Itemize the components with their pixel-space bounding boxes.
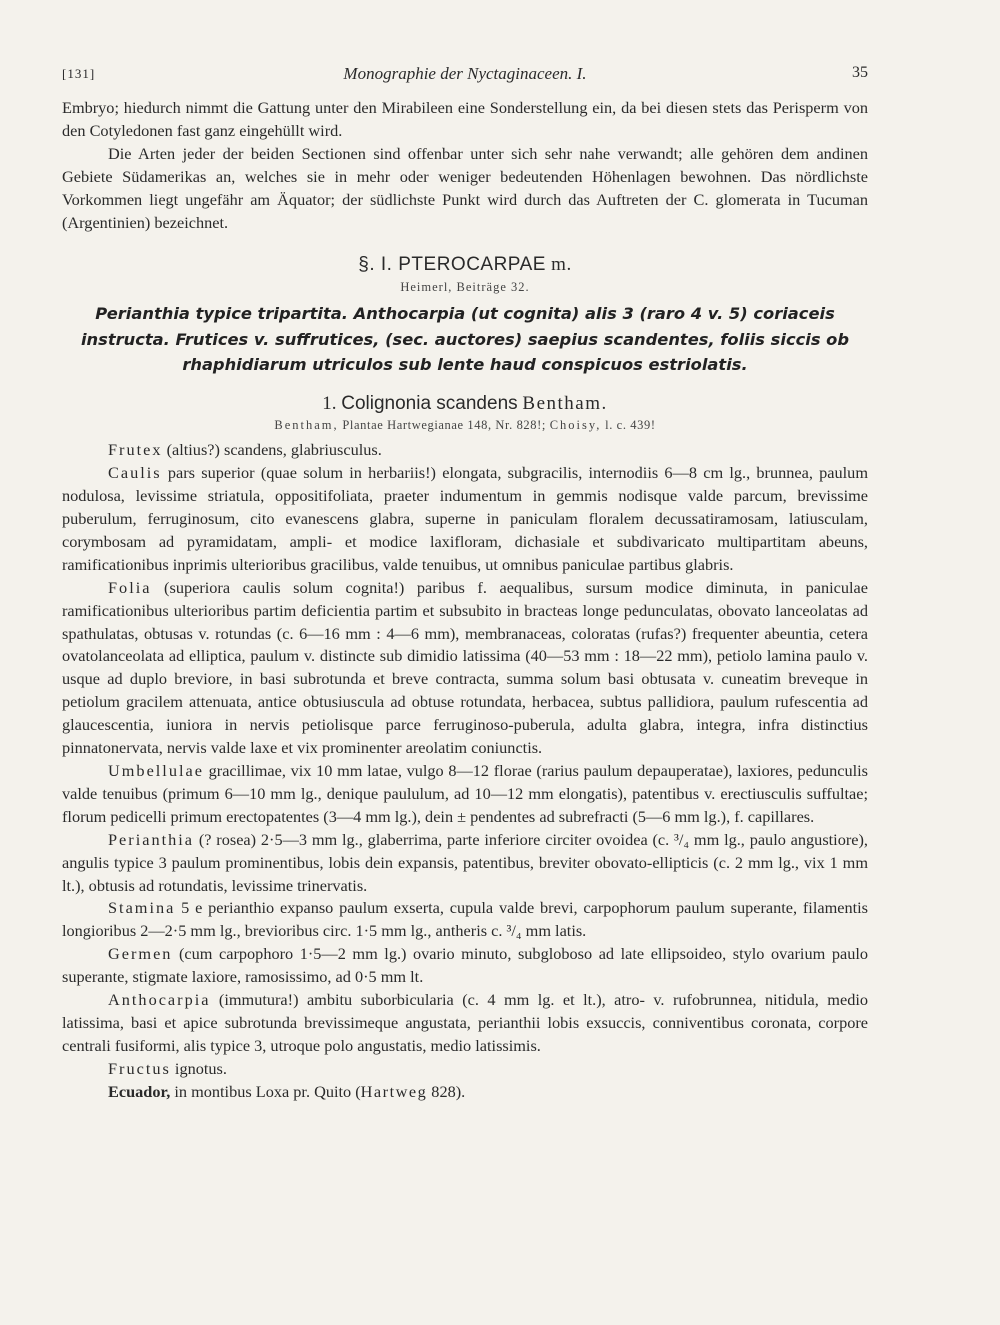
description-paragraph	[62, 760, 868, 829]
page-bracket-number: [131]	[62, 66, 96, 81]
locality-collector: Hartweg	[360, 1081, 428, 1101]
section-diagnosis: Perianthia typice tripartita. Anthocarpia (ut cognita) alis 3 (raro 4 v. 5) coriaceis instructa. Frutices v. suffrutices, (sec. auctores) saepius scandentes, foliis siccis ob rhaphidiarum utriculos sub lente haud conspicuos estriolatis.	[80, 304, 850, 375]
species-reference-author: Bentham,	[274, 418, 339, 433]
species-name: Colignonia scandens	[341, 393, 518, 415]
species-reference-text-2: l. c. 439!	[601, 418, 656, 433]
paragraph-lead: Perianthia	[108, 829, 195, 849]
section-heading	[62, 254, 868, 276]
description-paragraph	[62, 989, 868, 1058]
paragraph-text: (cum carpophoro 1·5—2 mm lg.) ovario minuto, subgloboso ad late ellipsoideo, stylo ovarium paulo superante, stigmate laxiore, ramosissimo, ad 0·5 mm lt.	[62, 944, 868, 987]
section-reference: Heimerl, Beiträge 32.	[400, 280, 530, 295]
description-paragraph	[62, 897, 868, 943]
locality-line	[62, 1081, 868, 1104]
paragraph-text: ignotus.	[170, 1058, 227, 1078]
paragraph-lead: Anthocarpia	[108, 990, 211, 1010]
species-number: 1.	[322, 393, 337, 415]
description-paragraph	[62, 1058, 868, 1081]
locality-number: 828).	[427, 1081, 466, 1101]
locality-text: in montibus Loxa pr. Quito (	[170, 1081, 361, 1101]
paragraph-lead: Germen	[108, 944, 173, 964]
paragraph-lead: Folia	[108, 577, 152, 597]
section-title: §. I. PTEROCARPAE	[358, 254, 546, 276]
species-author: Bentham.	[522, 393, 608, 415]
page	[62, 58, 868, 1104]
paragraph-lead: Caulis	[108, 463, 162, 483]
paragraph-text: (? rosea) 2·5—3 mm lg., glaberrima, parte inferiore circiter ovoidea (c. ³/₄ mm lg., paulo angustiore), angulis typice 3 paulum prominentibus, lobis dein expansis, patentibus, breviter obovato-ellipticis (c. 2 mm lg., vix 1 mm lt.), obtusis ad rotundatis, levissime trinervatis.	[62, 829, 868, 895]
description-paragraph	[62, 577, 868, 760]
description-block	[62, 439, 868, 1103]
species-reference	[62, 418, 868, 433]
paragraph-lead: Frutex	[108, 440, 163, 460]
paragraph-text: gracillimae, vix 10 mm latae, vulgo 8—12 florae (rarius paulum depauperatae), laxiores, pedunculis valde tenuibus (primum 6—10 mm lg., denique paululum, ad 10—12 mm elongatis), patentibus v. erectiusculis suffultae; florum pedicelli primum erectopatentes (3—4 mm lg.), dein ± pendentes ad subrefracti (5—6 mm lg.), f. capillares.	[62, 761, 868, 826]
intro-block	[62, 97, 868, 234]
locality-country: Ecuador,	[108, 1081, 171, 1101]
paragraph-text: (immutura!) ambitu suborbicularia (c. 4 mm lg. et lt.), atro- v. rufobrunnea, nitidula, medio latissima, basi et apice subrotunda brevissimeque angustata, perianthii lobis exsuccis, conniventibus coronata, corpore centrali fusiformi, alis typice 3, utroque polo angustatis, medio latissimis.	[62, 990, 868, 1055]
paragraph-lead: Fructus	[108, 1058, 171, 1078]
paragraph-text: (altius?) scandens, glabriusculus.	[162, 440, 382, 460]
running-head	[62, 58, 868, 88]
description-paragraph	[62, 943, 868, 989]
section-title-suffix: m.	[545, 254, 572, 276]
paragraph-text: (superiora caulis solum cognita!) paribus f. aequalibus, sursum modice diminuta, in paniculae ramificationibus ulterioribus partim deficientia partim et subsubito in bracteas longe pedunculatas, obovato lanceolatas ad spathulatas, obtusas v. rotundas (c. 6—16 mm : 4—6 mm), membranaceas, coloratas (rufas?) frequenter abeuntia, cetera ovatolanceolata ad elliptica, paulum v. distincte sub dimidio latissima (40—53 mm : 18—22 mm), petiolo lamina paulo v. usque ad duplo breviore, in basi subrotunda et breve contracta, summa solum basi obtusata v. cuneatim breveque in petiolum gracilem attenuata, antice obtusiuscula ad obtuse rotundata, herbacea, subtus pallidiora, paulum rufescentia ad glaucescentia, iuniora in nervis petiolisque parce ferruginoso-puberula, adulta glabra, integra, infra distinctius pinnatonervata, nervis valde laxe et vix prominenter areolatim coniunctis.	[62, 577, 868, 758]
running-title: Monographie der Nyctaginaceen. I.	[343, 64, 587, 83]
description-paragraph	[62, 439, 868, 462]
paragraph-lead: Stamina	[108, 898, 176, 918]
species-heading	[62, 393, 868, 415]
paragraph-text: pars superior (quae solum in herbariis!) elongata, subgracilis, internodiis 6—8 cm lg., brunnea, paulum nodulosa, levissime striatula, oppositifoliata, praeter indumentum in gemmis nodisque valde parcum, brevissime puberulum, ferruginosum, cito evanescens glabra, superne in paniculam floralem decussatiramosam, latiusculam, corymbosam ad pyramidatam, ampli- et modice laxifloram, dichasiale et subdivaricato multipartitam abeuns, ramificationibus inprimis ulterioribus gracilibus, valde tenuibus, ut omnibus paniculae partibus glabris.	[62, 463, 868, 574]
paragraph-lead: Umbellulae	[108, 761, 204, 781]
species-reference-text: Plantae Hartwegianae 148, Nr. 828!;	[338, 418, 550, 433]
intro-paragraph-1: Embryo; hiedurch nimmt die Gattung unter den Mirabileen eine Sonderstellung ein, da bei diesen stets das Perisperm von den Cotyledonen fast ganz eingehüllt wird.	[62, 98, 868, 140]
paragraph-text: 5 e perianthio expanso paulum exserta, cupula valde brevi, carpophorum paulum superante, filamentis longioribus 2—2·5 mm lg., brevioribus circ. 1·5 mm lg., antheris c. ³/₄ mm latis.	[62, 898, 868, 941]
description-paragraph	[62, 462, 868, 577]
page-number: 35	[852, 64, 868, 81]
intro-paragraph-2: Die Arten jeder der beiden Sectionen sind offenbar unter sich sehr nahe verwandt; alle gehören dem andinen Gebiete Südamerikas an, welches sie in mehr oder weniger bedeutenden Höhenlagen bewohnen. Das nördlichste Vorkommen liegt ungefähr am Äquator; der südlichste Punkt wird durch das Auftreten der C. glomerata in Tucuman (Argentinien) bezeichnet.	[62, 143, 868, 232]
description-paragraph	[62, 829, 868, 898]
species-reference-author-2: Choisy,	[549, 418, 602, 433]
